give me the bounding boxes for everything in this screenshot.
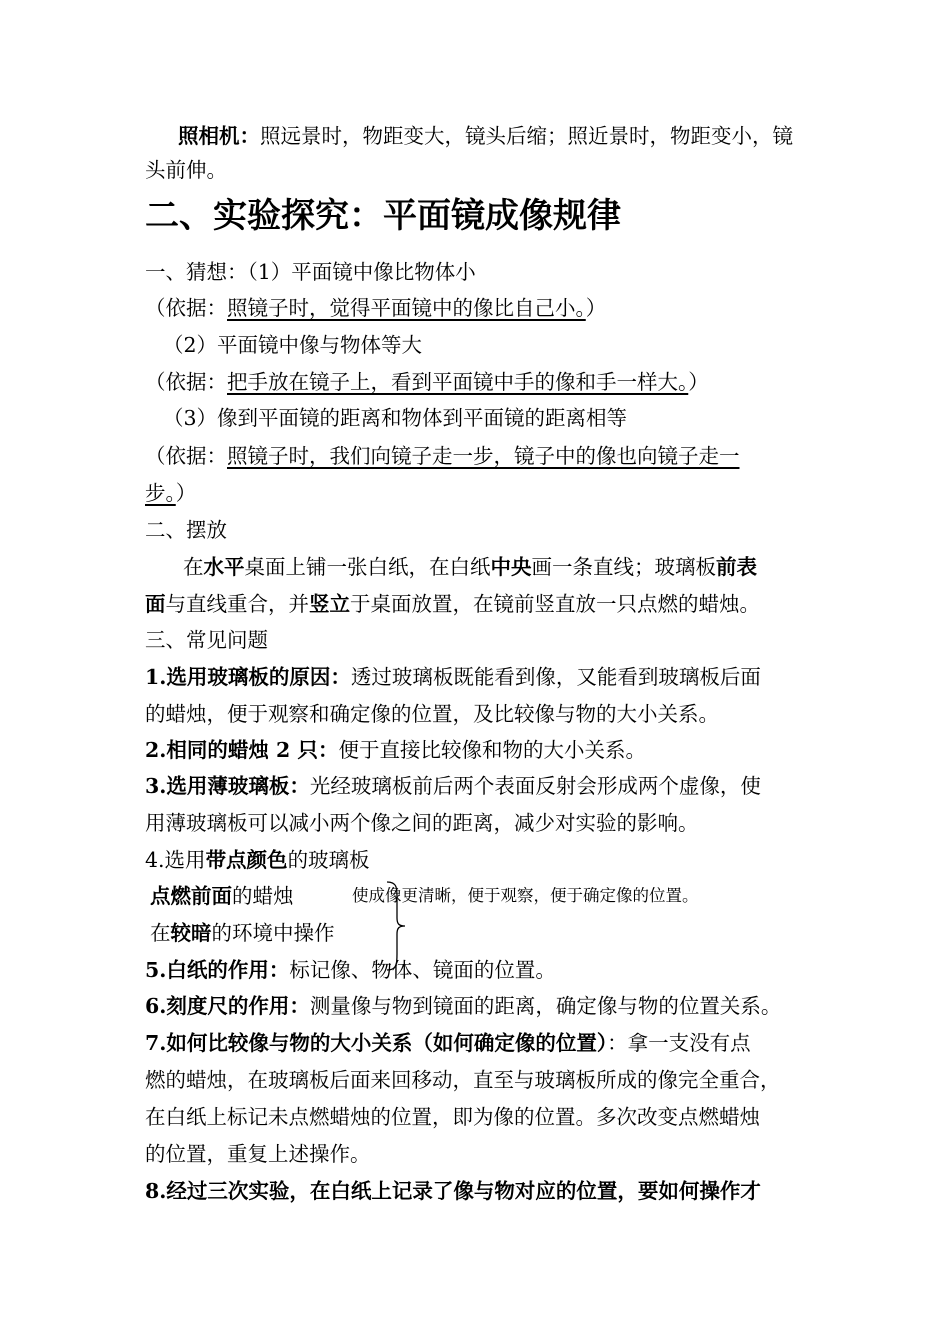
question-label: 6.刻度尺的作用： <box>145 994 310 1018</box>
bold-text: 前表 <box>716 555 757 579</box>
guess-item-3: （3）像到平面镜的距离和物体到平面镜的距离相等 <box>163 406 628 430</box>
bold-text: 竖立 <box>309 592 350 616</box>
faq-q6 <box>145 992 781 1020</box>
camera-label: 照相机： <box>178 124 260 148</box>
basis-prefix: （依据： <box>145 444 227 468</box>
bold-text: 中央 <box>490 555 532 579</box>
bold-text: 带点颜色 <box>205 848 288 872</box>
text: 于桌面放置，在镜前竖直放一只点燃的蜡烛。 <box>350 592 760 616</box>
faq-q7-line-3: 在白纸上标记未点燃蜡烛的位置，即为像的位置。多次改变点燃蜡烛 <box>145 1105 760 1129</box>
faq-q2 <box>145 736 646 764</box>
guess-basis-3-cont <box>145 479 196 507</box>
text: 4.选用 <box>145 848 206 872</box>
basis-text: 步。 <box>145 481 176 505</box>
faq-q7-line-4: 的位置，重复上述操作。 <box>145 1142 371 1166</box>
guess-heading: 一、猜想：（1）平面镜中像比物体小 <box>145 260 476 284</box>
answer-text: 便于直接比较像和物的大小关系。 <box>338 738 646 762</box>
faq-q3-line-1 <box>145 772 761 800</box>
basis-prefix: （依据： <box>145 370 227 394</box>
question-label: 2.相同的蜡烛 2 只： <box>145 738 339 762</box>
faq-q4-line-1 <box>145 846 370 874</box>
answer-text: 光经玻璃板前后两个表面反射会形成两个虚像，使 <box>309 774 761 798</box>
basis-text: 把手放在镜子上，看到平面镜中手的像和手一样大。 <box>227 370 689 394</box>
question-label: 1.选用玻璃板的原因： <box>145 665 351 689</box>
basis-prefix: （依据： <box>145 296 227 320</box>
basis-text: 照镜子时，觉得平面镜中的像比自己小。 <box>227 296 586 320</box>
text: 的环境中操作 <box>211 921 335 945</box>
basis-suffix: ） <box>175 481 197 505</box>
text: 的蜡烛 <box>232 884 294 908</box>
bold-text: 面 <box>145 592 166 616</box>
guess-basis-3 <box>145 442 740 470</box>
guess-item-2: （2）平面镜中像与物体等大 <box>163 333 423 357</box>
faq-q7-line-2: 燃的蜡烛，在玻璃板后面来回移动，直至与玻璃板所成的像完全重合， <box>145 1068 781 1092</box>
basis-suffix: ） <box>688 370 709 394</box>
placement-heading: 二、摆放 <box>145 518 227 542</box>
bold-text: 较暗 <box>170 921 212 945</box>
text: 的玻璃板 <box>287 848 370 872</box>
question-label: 3.选用薄玻璃板： <box>145 774 310 798</box>
faq-q4-line-3 <box>150 919 335 947</box>
camera-line-1 <box>178 122 793 150</box>
basis-suffix: ） <box>585 296 607 320</box>
basis-text: 照镜子时，我们向镜子走一步，镜子中的像也向镜子走一 <box>227 444 740 468</box>
faq-q7-line-1 <box>145 1029 751 1057</box>
camera-line-2: 头前伸。 <box>145 158 227 182</box>
guess-basis-2 <box>145 368 709 396</box>
q4-note: 使成像更清晰，便于观察，便于确定像的位置。 <box>352 886 699 905</box>
faq-q5 <box>145 956 556 984</box>
text: 桌面上铺一张白纸，在白纸 <box>244 555 491 579</box>
bold-text: 点燃前面 <box>150 884 232 908</box>
faq-heading: 三、常见问题 <box>145 628 268 652</box>
camera-text-1: 照远景时，物距变大，镜头后缩；照近景时，物距变小，镜 <box>260 124 793 148</box>
question-label: 7.如何比较像与物的大小关系（如何确定像的位置） <box>145 1031 608 1055</box>
section-title: 二、实验探究：平面镜成像规律 <box>145 196 621 236</box>
placement-line-1 <box>183 553 757 581</box>
answer-text: 透过玻璃板既能看到像，又能看到玻璃板后面 <box>350 665 761 689</box>
faq-q1-line-2: 的蜡烛，便于观察和确定像的位置，及比较像与物的大小关系。 <box>145 702 719 726</box>
bold-text: 水平 <box>203 555 245 579</box>
faq-q8: 8.经过三次实验，在白纸上记录了像与物对应的位置，要如何操作才 <box>145 1179 761 1203</box>
question-label: 5.白纸的作用： <box>145 958 290 982</box>
text: 在 <box>183 555 204 579</box>
guess-basis-1 <box>145 294 606 322</box>
text: 画一条直线；玻璃板 <box>531 555 716 579</box>
answer-text: 测量像与物到镜面的距离，确定像与物的位置关系。 <box>309 994 782 1018</box>
text: 与直线重合，并 <box>165 592 309 616</box>
faq-q1-line-1 <box>145 663 761 691</box>
text: 在 <box>150 921 171 945</box>
answer-text: ：拿一支没有点 <box>607 1031 751 1055</box>
faq-q3-line-2: 用薄玻璃板可以减小两个像之间的距离，减少对实验的影响。 <box>145 811 699 835</box>
faq-q4-line-2 <box>150 882 294 910</box>
answer-text: 标记像、物体、镜面的位置。 <box>289 958 556 982</box>
placement-line-2 <box>145 590 760 618</box>
